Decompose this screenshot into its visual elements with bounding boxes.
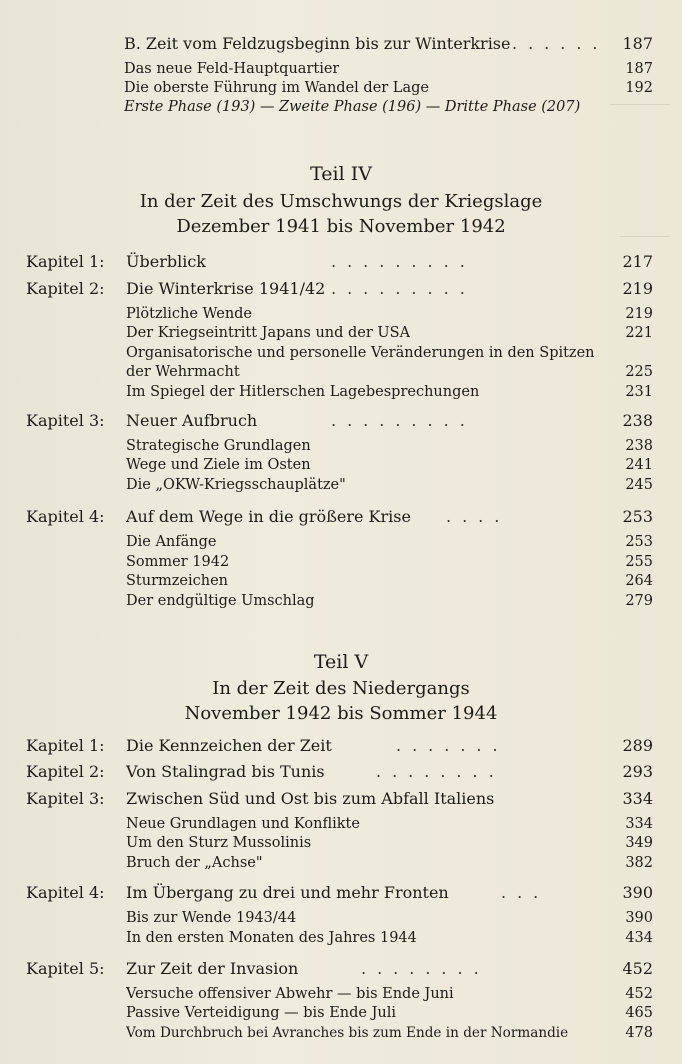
toc-page-number: 452 — [622, 959, 653, 978]
chapter-title: Von Stalingrad bis Tunis — [126, 762, 325, 781]
toc-subentry-title: Passive Verteidigung — bis Ende Juli — [126, 1005, 397, 1021]
toc-subentry[interactable] — [126, 325, 653, 345]
leader-dots: ......... — [331, 279, 476, 298]
toc-phases-line — [124, 99, 653, 119]
toc-subentry[interactable] — [126, 345, 653, 365]
toc-subentry[interactable] — [126, 554, 653, 574]
leader-dots: ........ — [361, 959, 490, 978]
toc-subentry-title: Vom Durchbruch bei Avranches bis zum Ende in der Normandie — [126, 1025, 569, 1041]
toc-page-number: 187 — [622, 34, 653, 53]
toc-subentry-title: Sturmzeichen — [126, 573, 229, 589]
chapter-label: Kapitel 3: — [26, 411, 105, 430]
leader-dots: ....... — [396, 736, 509, 755]
toc-chapter[interactable] — [26, 507, 653, 529]
toc-subentry[interactable] — [126, 573, 653, 593]
toc-page-number: 382 — [625, 855, 653, 871]
toc-subentry-title: Bruch der „Achse" — [126, 855, 263, 871]
toc-chapter[interactable] — [26, 789, 653, 811]
toc-subentry[interactable] — [126, 816, 653, 836]
part-title: In der Zeit des Umschwungs der Kriegslage — [139, 191, 543, 212]
leader-dots: .... — [446, 507, 511, 526]
chapter-title: Die Kennzeichen der Zeit — [126, 736, 332, 755]
toc-chapter[interactable] — [26, 411, 653, 433]
toc-chapter[interactable] — [26, 762, 653, 784]
toc-subentry[interactable] — [126, 364, 653, 384]
chapter-label: Kapitel 3: — [26, 789, 105, 808]
toc-chapter[interactable] — [26, 252, 653, 274]
chapter-title: Neuer Aufbruch — [126, 411, 258, 430]
toc-subentry[interactable] — [126, 1005, 653, 1025]
toc-page-number: 465 — [625, 1005, 653, 1021]
part-dates: November 1942 bis Sommer 1944 — [184, 703, 498, 724]
toc-chapter[interactable] — [26, 736, 653, 758]
chapter-title: Zur Zeit der Invasion — [126, 959, 299, 978]
toc-subentry[interactable] — [126, 986, 653, 1006]
part-dates: Dezember 1941 bis November 1942 — [176, 216, 506, 237]
toc-subentry-title: Der endgültige Umschlag — [126, 593, 315, 609]
chapter-title: Zwischen Süd und Ost bis zum Abfall Italiens — [126, 789, 495, 808]
toc-page-number: 187 — [625, 61, 653, 77]
toc-chapter[interactable] — [26, 883, 653, 905]
toc-entry-section-b[interactable] — [124, 34, 653, 56]
toc-page-number: 390 — [625, 910, 653, 926]
toc-subentry-title: Bis zur Wende 1943/44 — [126, 910, 297, 926]
toc-page-number: 221 — [625, 325, 653, 341]
toc-subentry[interactable] — [126, 438, 653, 458]
part-title: In der Zeit des Niedergangs — [212, 678, 470, 699]
toc-subentry-title: Die oberste Führung im Wandel der Lage — [124, 80, 429, 96]
toc-subentry[interactable] — [126, 306, 653, 326]
toc-entry-title: B. Zeit vom Feldzugsbeginn bis zur Winterkrise — [124, 34, 511, 53]
toc-subentry[interactable] — [126, 835, 653, 855]
bleed-through-mark — [620, 236, 670, 247]
toc-subentry-title: Versuche offensiver Abwehr — bis Ende Juni — [126, 986, 454, 1002]
chapter-label: Kapitel 2: — [26, 762, 105, 781]
toc-page-number: 217 — [622, 252, 653, 271]
toc-page-number: 253 — [622, 507, 653, 526]
toc-page-number: 219 — [622, 279, 653, 298]
toc-subentry[interactable] — [126, 534, 653, 554]
toc-subentry[interactable] — [126, 593, 653, 613]
toc-page-number: 349 — [625, 835, 653, 851]
toc-page-number: 241 — [625, 457, 653, 473]
toc-subentry[interactable] — [126, 384, 653, 404]
leader-dots: ......... — [331, 411, 476, 430]
toc-page-number: 334 — [625, 816, 653, 832]
toc-subentry[interactable] — [126, 910, 653, 930]
toc-subentry-title: Der Kriegseintritt Japans und der USA — [126, 325, 411, 341]
toc-subentry-title: Strategische Grundlagen — [126, 438, 311, 454]
toc-page-number: 478 — [625, 1025, 653, 1041]
toc-page-number: 279 — [625, 593, 653, 609]
toc-subentry[interactable] — [126, 1025, 653, 1045]
toc-chapter[interactable] — [26, 959, 653, 981]
toc-subentry-title: In den ersten Monaten des Jahres 1944 — [126, 930, 417, 946]
toc-subentry-title: Sommer 1942 — [126, 554, 230, 570]
toc-subentry[interactable] — [124, 80, 653, 100]
toc-page-number: 293 — [622, 762, 653, 781]
toc-page-number: 289 — [622, 736, 653, 755]
chapter-label: Kapitel 1: — [26, 252, 105, 271]
part-label: Teil V — [313, 651, 369, 673]
toc-subentry[interactable] — [126, 855, 653, 875]
toc-subentry[interactable] — [126, 457, 653, 477]
toc-page-number: 219 — [625, 306, 653, 322]
toc-page-number: 192 — [625, 80, 653, 96]
chapter-label: Kapitel 2: — [26, 279, 105, 298]
toc-subentry-title: Organisatorische und personelle Veränderungen in den Spitzen — [126, 345, 595, 361]
toc-subentry[interactable] — [124, 61, 653, 81]
chapter-label: Kapitel 1: — [26, 736, 105, 755]
toc-subentry-title: Wege und Ziele im Osten — [126, 457, 311, 473]
chapter-title: Im Übergang zu drei und mehr Fronten — [126, 883, 449, 902]
toc-page-number: 225 — [625, 364, 653, 380]
toc-subentry-title: der Wehrmacht — [126, 364, 240, 380]
chapter-label: Kapitel 4: — [26, 883, 105, 902]
toc-page-number: 264 — [625, 573, 653, 589]
leader-dots: ......... — [331, 252, 476, 271]
toc-phases-text: Erste Phase (193) — Zweite Phase (196) — Dritte Phase (207) — [124, 99, 581, 115]
toc-page-number: 245 — [625, 477, 653, 493]
chapter-title: Auf dem Wege in die größere Krise — [126, 507, 411, 526]
toc-page-number: 255 — [625, 554, 653, 570]
toc-subentry-title: Neue Grundlagen und Konflikte — [126, 816, 360, 832]
toc-page-number: 390 — [622, 883, 653, 902]
toc-subentry-title: Das neue Feld-Hauptquartier — [124, 61, 340, 77]
toc-subentry-title: Die „OKW-Kriegsschauplätze" — [126, 477, 346, 493]
leader-dots: ... — [501, 883, 550, 902]
toc-page-number: 231 — [625, 384, 653, 400]
toc-chapter[interactable] — [26, 279, 653, 301]
toc-page-number: 434 — [625, 930, 653, 946]
toc-subentry-title: Im Spiegel der Hitlerschen Lagebesprechungen — [126, 384, 480, 400]
chapter-label: Kapitel 5: — [26, 959, 105, 978]
toc-page-number: 238 — [625, 438, 653, 454]
toc-subentry[interactable] — [126, 477, 653, 497]
toc-subentry-title: Um den Sturz Mussolinis — [126, 835, 312, 851]
chapter-label: Kapitel 4: — [26, 507, 105, 526]
toc-page-number: 452 — [625, 986, 653, 1002]
toc-page-number: 334 — [622, 789, 653, 808]
part-label: Teil IV — [310, 163, 372, 185]
toc-subentry[interactable] — [126, 930, 653, 950]
toc-page-number: 238 — [622, 411, 653, 430]
chapter-title: Die Winterkrise 1941/42 — [126, 279, 326, 298]
leader-dots: ........ — [376, 762, 505, 781]
leader-dots: ...... — [512, 34, 609, 53]
toc-subentry-title: Plötzliche Wende — [126, 306, 253, 322]
chapter-title: Überblick — [126, 252, 206, 271]
toc-page-number: 253 — [625, 534, 653, 550]
toc-subentry-title: Die Anfänge — [126, 534, 217, 550]
